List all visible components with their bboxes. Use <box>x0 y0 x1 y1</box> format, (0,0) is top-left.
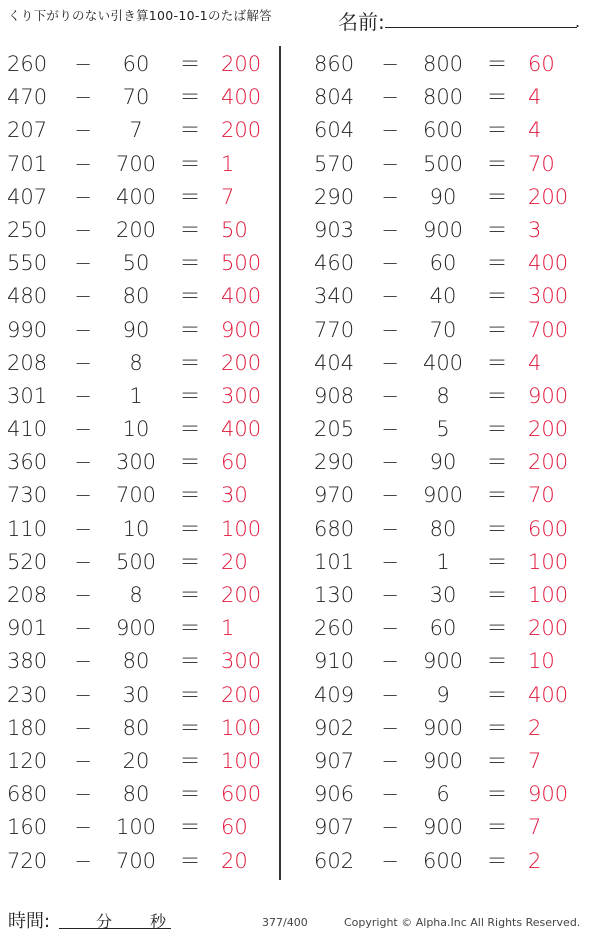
subtrahend: 400 <box>422 350 464 375</box>
equals-sign: ＝ <box>179 450 201 475</box>
answer: 3 <box>528 217 542 242</box>
answer: 20 <box>221 848 248 873</box>
minus-sign: − <box>381 549 399 574</box>
minus-sign: − <box>74 549 92 574</box>
minuend: 290 <box>314 450 355 475</box>
answer: 70 <box>528 483 555 508</box>
answer: 400 <box>221 417 262 442</box>
subtrahend: 6 <box>436 782 450 807</box>
subtrahend: 500 <box>422 151 464 176</box>
subtrahend: 600 <box>422 848 464 873</box>
minuend: 550 <box>7 251 48 276</box>
minuend: 908 <box>314 383 355 408</box>
minuend: 120 <box>7 748 48 773</box>
minuend: 250 <box>7 217 48 242</box>
minus-sign: − <box>381 450 399 475</box>
equals-sign: ＝ <box>486 815 508 840</box>
subtrahend: 80 <box>122 715 150 740</box>
subtrahend: 80 <box>429 516 457 541</box>
answer: 600 <box>221 782 262 807</box>
answer: 30 <box>221 483 248 508</box>
answer: 700 <box>528 317 569 342</box>
answer: 4 <box>528 118 542 143</box>
minuend: 301 <box>7 383 48 408</box>
subtrahend: 10 <box>122 417 150 442</box>
answer: 100 <box>221 748 262 773</box>
answer: 100 <box>528 583 569 607</box>
answer: 60 <box>528 52 555 76</box>
minus-sign: − <box>381 317 399 342</box>
equals-sign: ＝ <box>486 151 508 176</box>
equals-sign: ＝ <box>486 649 508 674</box>
minuend: 520 <box>7 549 48 574</box>
subtrahend: 90 <box>429 184 457 209</box>
minuend: 230 <box>7 682 48 707</box>
subtrahend: 8 <box>129 583 143 607</box>
equals-sign: ＝ <box>179 748 201 773</box>
minuend: 360 <box>7 450 48 475</box>
minuend: 205 <box>314 417 355 442</box>
subtrahend: 5 <box>436 417 450 442</box>
minuend: 906 <box>314 782 355 807</box>
minuend: 903 <box>314 217 355 242</box>
minuend: 290 <box>314 184 355 209</box>
equals-sign: ＝ <box>486 450 508 475</box>
minus-sign: − <box>74 151 92 176</box>
answer: 400 <box>221 85 262 110</box>
equals-sign: ＝ <box>486 251 508 276</box>
minus-sign: − <box>74 782 92 807</box>
page-number: 377/400 <box>262 916 308 929</box>
subtrahend: 900 <box>422 649 464 674</box>
minus-sign: − <box>74 350 92 375</box>
minus-sign: − <box>74 317 92 342</box>
equals-sign: ＝ <box>486 317 508 342</box>
equals-sign: ＝ <box>486 85 508 110</box>
equals-sign: ＝ <box>179 118 201 143</box>
subtrahend: 1 <box>129 383 143 408</box>
subtrahend: 8 <box>436 383 450 408</box>
column-divider <box>279 46 281 880</box>
minus-sign: − <box>74 848 92 873</box>
subtrahend: 40 <box>429 284 457 309</box>
equals-sign: ＝ <box>486 616 508 641</box>
subtrahend: 1 <box>436 549 450 574</box>
subtrahend: 600 <box>422 118 464 143</box>
minuend: 260 <box>314 616 355 641</box>
equals-sign: ＝ <box>486 748 508 773</box>
answer: 7 <box>221 184 235 209</box>
equals-sign: ＝ <box>486 184 508 209</box>
minuend: 409 <box>314 682 355 707</box>
name-blank-line <box>385 27 577 28</box>
answer: 200 <box>221 118 262 143</box>
minus-sign: − <box>74 616 92 641</box>
minuend: 902 <box>314 715 355 740</box>
answer: 400 <box>221 284 262 309</box>
minus-sign: − <box>74 184 92 209</box>
subtrahend: 700 <box>115 151 157 176</box>
minus-sign: − <box>74 85 92 110</box>
minus-sign: − <box>74 450 92 475</box>
minus-sign: − <box>74 383 92 408</box>
subtrahend: 900 <box>422 748 464 773</box>
answer: 500 <box>221 251 262 276</box>
subtrahend: 90 <box>122 317 150 342</box>
equals-sign: ＝ <box>486 52 508 76</box>
minutes-label: 分 <box>96 912 113 931</box>
minus-sign: − <box>74 118 92 143</box>
minuend: 970 <box>314 483 355 508</box>
minus-sign: − <box>381 251 399 276</box>
answer: 100 <box>221 715 262 740</box>
minuend: 901 <box>7 616 48 641</box>
equals-sign: ＝ <box>486 217 508 242</box>
minuend: 208 <box>7 583 48 607</box>
equals-sign: ＝ <box>486 383 508 408</box>
name-label: 名前: <box>338 10 385 34</box>
minus-sign: − <box>74 417 92 442</box>
answer: 400 <box>528 682 569 707</box>
subtrahend: 80 <box>122 782 150 807</box>
equals-sign: ＝ <box>179 251 201 276</box>
subtrahend: 200 <box>115 217 157 242</box>
answer: 60 <box>221 450 248 475</box>
minuend: 260 <box>7 52 48 76</box>
subtrahend: 100 <box>115 815 157 840</box>
minus-sign: − <box>74 682 92 707</box>
minus-sign: − <box>381 184 399 209</box>
subtrahend: 10 <box>122 516 150 541</box>
equals-sign: ＝ <box>179 848 201 873</box>
answer: 400 <box>528 251 569 276</box>
minus-sign: − <box>381 151 399 176</box>
equals-sign: ＝ <box>486 284 508 309</box>
minuend: 604 <box>314 118 355 143</box>
subtrahend: 60 <box>122 52 150 76</box>
minuend: 410 <box>7 417 48 442</box>
subtrahend: 60 <box>429 616 457 641</box>
minuend: 570 <box>314 151 355 176</box>
equals-sign: ＝ <box>179 649 201 674</box>
subtrahend: 300 <box>115 450 157 475</box>
equals-sign: ＝ <box>179 715 201 740</box>
minus-sign: − <box>381 715 399 740</box>
answer: 200 <box>528 417 569 442</box>
equals-sign: ＝ <box>179 782 201 807</box>
answer: 2 <box>528 715 542 740</box>
answer: 300 <box>221 649 262 674</box>
equals-sign: ＝ <box>179 52 201 76</box>
minuend: 907 <box>314 815 355 840</box>
minuend: 460 <box>314 251 355 276</box>
equals-sign: ＝ <box>179 151 201 176</box>
equals-sign: ＝ <box>179 549 201 574</box>
subtrahend: 30 <box>122 682 150 707</box>
answer: 200 <box>221 583 262 607</box>
minuend: 380 <box>7 649 48 674</box>
minuend: 730 <box>7 483 48 508</box>
minus-sign: − <box>381 217 399 242</box>
answer: 10 <box>528 649 555 674</box>
subtrahend: 20 <box>122 748 150 773</box>
minuend: 990 <box>7 317 48 342</box>
subtrahend: 800 <box>422 85 464 110</box>
subtrahend: 80 <box>122 284 150 309</box>
equals-sign: ＝ <box>486 715 508 740</box>
answer: 2 <box>528 848 542 873</box>
seconds-label: 秒 <box>150 912 167 931</box>
minuend: 160 <box>7 815 48 840</box>
answer: 300 <box>221 383 262 408</box>
subtrahend: 900 <box>422 483 464 508</box>
answer: 7 <box>528 748 542 773</box>
minus-sign: − <box>381 848 399 873</box>
subtrahend: 30 <box>429 583 457 607</box>
minus-sign: − <box>74 284 92 309</box>
answer: 900 <box>528 782 569 807</box>
subtrahend: 900 <box>422 815 464 840</box>
subtrahend: 7 <box>129 118 143 143</box>
subtrahend: 8 <box>129 350 143 375</box>
equals-sign: ＝ <box>179 682 201 707</box>
answer: 4 <box>528 85 542 110</box>
answer: 50 <box>221 217 248 242</box>
minus-sign: − <box>74 52 92 76</box>
minus-sign: − <box>381 52 399 76</box>
subtrahend: 50 <box>122 251 150 276</box>
time-label: 時間: <box>8 911 51 932</box>
minuend: 404 <box>314 350 355 375</box>
subtrahend: 800 <box>422 52 464 76</box>
subtrahend: 90 <box>429 450 457 475</box>
minuend: 680 <box>7 782 48 807</box>
equals-sign: ＝ <box>179 383 201 408</box>
equals-sign: ＝ <box>179 217 201 242</box>
subtrahend: 900 <box>422 217 464 242</box>
equals-sign: ＝ <box>179 184 201 209</box>
minus-sign: − <box>381 118 399 143</box>
answer: 900 <box>221 317 262 342</box>
minus-sign: − <box>381 782 399 807</box>
minuend: 860 <box>314 52 355 76</box>
minuend: 770 <box>314 317 355 342</box>
answer: 20 <box>221 549 248 574</box>
equals-sign: ＝ <box>179 815 201 840</box>
minuend: 101 <box>314 549 355 574</box>
minuend: 470 <box>7 85 48 110</box>
equals-sign: ＝ <box>486 583 508 607</box>
minuend: 804 <box>314 85 355 110</box>
equals-sign: ＝ <box>486 118 508 143</box>
minuend: 110 <box>7 516 48 541</box>
minus-sign: − <box>381 383 399 408</box>
answer: 200 <box>528 616 569 641</box>
answer: 70 <box>528 151 555 176</box>
minuend: 480 <box>7 284 48 309</box>
subtrahend: 60 <box>429 251 457 276</box>
equals-sign: ＝ <box>486 350 508 375</box>
minuend: 602 <box>314 848 355 873</box>
minus-sign: − <box>74 649 92 674</box>
equals-sign: ＝ <box>179 417 201 442</box>
equals-sign: ＝ <box>486 682 508 707</box>
equals-sign: ＝ <box>179 317 201 342</box>
minus-sign: − <box>381 583 399 607</box>
answer: 200 <box>221 682 262 707</box>
equals-sign: ＝ <box>486 516 508 541</box>
minuend: 907 <box>314 748 355 773</box>
minus-sign: − <box>381 682 399 707</box>
answer: 1 <box>221 616 235 641</box>
minus-sign: − <box>74 815 92 840</box>
minuend: 720 <box>7 848 48 873</box>
equals-sign: ＝ <box>486 483 508 508</box>
subtrahend: 80 <box>122 649 150 674</box>
minuend: 180 <box>7 715 48 740</box>
minus-sign: − <box>74 217 92 242</box>
answer: 200 <box>221 350 262 375</box>
equals-sign: ＝ <box>179 284 201 309</box>
subtrahend: 500 <box>115 549 157 574</box>
answer: 300 <box>528 284 569 309</box>
minuend: 130 <box>314 583 355 607</box>
minus-sign: − <box>74 583 92 607</box>
minus-sign: − <box>74 251 92 276</box>
minus-sign: − <box>381 815 399 840</box>
equals-sign: ＝ <box>179 516 201 541</box>
answer: 1 <box>221 151 235 176</box>
worksheet-title: くり下がりのない引き算100-10-1のたば解答 <box>8 8 272 23</box>
equals-sign: ＝ <box>486 549 508 574</box>
minus-sign: − <box>381 85 399 110</box>
equals-sign: ＝ <box>179 350 201 375</box>
minus-sign: − <box>381 748 399 773</box>
name-line-dot: . <box>575 12 581 31</box>
minus-sign: − <box>381 616 399 641</box>
minus-sign: − <box>74 748 92 773</box>
answer: 900 <box>528 383 569 408</box>
equals-sign: ＝ <box>179 85 201 110</box>
minuend: 910 <box>314 649 355 674</box>
minuend: 207 <box>7 118 48 143</box>
equals-sign: ＝ <box>486 782 508 807</box>
answer: 200 <box>221 52 262 76</box>
answer: 60 <box>221 815 248 840</box>
answer: 100 <box>221 516 262 541</box>
subtrahend: 400 <box>115 184 157 209</box>
minus-sign: − <box>381 417 399 442</box>
subtrahend: 9 <box>436 682 450 707</box>
minuend: 340 <box>314 284 355 309</box>
minus-sign: − <box>381 284 399 309</box>
answer: 200 <box>528 184 569 209</box>
answer: 4 <box>528 350 542 375</box>
minus-sign: − <box>381 649 399 674</box>
subtrahend: 70 <box>429 317 457 342</box>
equals-sign: ＝ <box>179 583 201 607</box>
answer: 600 <box>528 516 569 541</box>
minus-sign: − <box>381 350 399 375</box>
equals-sign: ＝ <box>486 848 508 873</box>
subtrahend: 900 <box>422 715 464 740</box>
equals-sign: ＝ <box>179 483 201 508</box>
subtrahend: 700 <box>115 848 157 873</box>
copyright-notice: Copyright © Alpha.Inc All Rights Reserved. <box>344 916 581 929</box>
minus-sign: − <box>381 483 399 508</box>
minuend: 680 <box>314 516 355 541</box>
answer: 200 <box>528 450 569 475</box>
minus-sign: − <box>74 516 92 541</box>
answer: 7 <box>528 815 542 840</box>
subtrahend: 900 <box>115 616 157 641</box>
equals-sign: ＝ <box>486 417 508 442</box>
minus-sign: − <box>381 516 399 541</box>
subtrahend: 70 <box>122 85 150 110</box>
minus-sign: − <box>74 483 92 508</box>
minuend: 701 <box>7 151 48 176</box>
answer: 100 <box>528 549 569 574</box>
subtrahend: 700 <box>115 483 157 508</box>
minuend: 407 <box>7 184 48 209</box>
minuend: 208 <box>7 350 48 375</box>
equals-sign: ＝ <box>179 616 201 641</box>
minus-sign: − <box>74 715 92 740</box>
